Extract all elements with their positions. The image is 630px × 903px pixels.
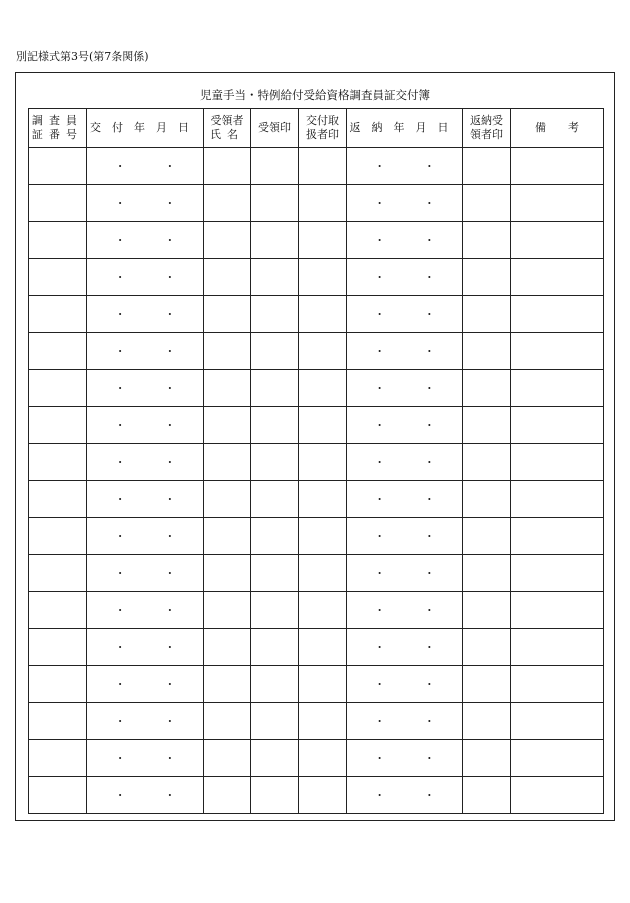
- cell-return-receiver-seal: [463, 777, 511, 814]
- date-separator-dots: ・ ・: [374, 715, 453, 728]
- date-separator-dots: ・ ・: [374, 308, 453, 321]
- cell-issuer-seal: [299, 518, 347, 555]
- cell-return-date: [347, 703, 463, 740]
- issuance-register-table: [28, 108, 604, 814]
- cell-return-date: [347, 740, 463, 777]
- header-line: 証番号: [31, 128, 84, 141]
- cell-issue-date: [87, 555, 204, 592]
- cell-cert-number: [29, 444, 87, 481]
- date-separator-dots: ・ ・: [114, 678, 193, 691]
- cell-cert-number: [29, 703, 87, 740]
- cell-recipient-name: [204, 555, 251, 592]
- cell-issue-date: [87, 148, 204, 185]
- cell-return-receiver-seal: [463, 629, 511, 666]
- cell-return-receiver-seal: [463, 333, 511, 370]
- date-separator-dots: ・ ・: [114, 493, 193, 506]
- cell-remarks: [511, 703, 604, 740]
- date-separator-dots: ・ ・: [114, 197, 193, 210]
- date-separator-dots: ・ ・: [374, 382, 453, 395]
- cell-receipt-seal: [251, 259, 299, 296]
- cell-remarks: [511, 555, 604, 592]
- date-separator-dots: ・ ・: [374, 641, 453, 654]
- cell-recipient-name: [204, 777, 251, 814]
- cell-return-date: [347, 407, 463, 444]
- cell-receipt-seal: [251, 666, 299, 703]
- cell-recipient-name: [204, 592, 251, 629]
- cell-cert-number: [29, 555, 87, 592]
- table-row: [29, 629, 604, 666]
- header-line: 領者印: [470, 128, 503, 141]
- header-line: 交付取: [306, 114, 339, 127]
- cell-issue-date: [87, 592, 204, 629]
- cell-return-date: [347, 333, 463, 370]
- cell-return-date: [347, 555, 463, 592]
- cell-receipt-seal: [251, 555, 299, 592]
- cell-issuer-seal: [299, 222, 347, 259]
- cell-recipient-name: [204, 259, 251, 296]
- header-receipt-seal: [251, 109, 299, 148]
- date-separator-dots: ・ ・: [114, 604, 193, 617]
- cell-cert-number: [29, 185, 87, 222]
- cell-cert-number: [29, 296, 87, 333]
- cell-receipt-seal: [251, 148, 299, 185]
- date-separator-dots: ・ ・: [114, 530, 193, 543]
- cell-receipt-seal: [251, 703, 299, 740]
- cell-receipt-seal: [251, 407, 299, 444]
- cell-receipt-seal: [251, 296, 299, 333]
- cell-return-receiver-seal: [463, 407, 511, 444]
- cell-return-date: [347, 481, 463, 518]
- cell-remarks: [511, 518, 604, 555]
- cell-remarks: [511, 407, 604, 444]
- form-number-label: 別記様式第3号(第7条関係): [16, 50, 149, 63]
- header-recipient-name: [204, 109, 251, 148]
- cell-remarks: [511, 333, 604, 370]
- cell-issuer-seal: [299, 703, 347, 740]
- cell-remarks: [511, 185, 604, 222]
- cell-remarks: [511, 740, 604, 777]
- cell-remarks: [511, 592, 604, 629]
- cell-recipient-name: [204, 518, 251, 555]
- date-separator-dots: ・ ・: [114, 382, 193, 395]
- cell-receipt-seal: [251, 481, 299, 518]
- cell-issue-date: [87, 777, 204, 814]
- header-line: 返納年月日: [349, 121, 460, 134]
- cell-return-receiver-seal: [463, 148, 511, 185]
- cell-recipient-name: [204, 296, 251, 333]
- date-separator-dots: ・ ・: [374, 530, 453, 543]
- cell-return-date: [347, 222, 463, 259]
- date-separator-dots: ・ ・: [114, 308, 193, 321]
- cell-issue-date: [87, 296, 204, 333]
- cell-recipient-name: [204, 370, 251, 407]
- table-row: [29, 333, 604, 370]
- cell-return-receiver-seal: [463, 592, 511, 629]
- cell-recipient-name: [204, 407, 251, 444]
- date-separator-dots: ・ ・: [114, 345, 193, 358]
- cell-issuer-seal: [299, 592, 347, 629]
- cell-receipt-seal: [251, 370, 299, 407]
- cell-receipt-seal: [251, 740, 299, 777]
- header-issuer-seal: [299, 109, 347, 148]
- cell-cert-number: [29, 481, 87, 518]
- date-separator-dots: ・ ・: [114, 271, 193, 284]
- date-separator-dots: ・ ・: [374, 456, 453, 469]
- cell-recipient-name: [204, 629, 251, 666]
- cell-issue-date: [87, 740, 204, 777]
- cell-return-date: [347, 666, 463, 703]
- cell-cert-number: [29, 518, 87, 555]
- cell-return-receiver-seal: [463, 259, 511, 296]
- table-row: [29, 703, 604, 740]
- cell-recipient-name: [204, 444, 251, 481]
- cell-issuer-seal: [299, 740, 347, 777]
- date-separator-dots: ・ ・: [374, 678, 453, 691]
- cell-issuer-seal: [299, 481, 347, 518]
- header-line: 備 考: [535, 121, 579, 134]
- cell-issuer-seal: [299, 148, 347, 185]
- header-remarks: [511, 109, 604, 148]
- date-separator-dots: ・ ・: [374, 197, 453, 210]
- date-separator-dots: ・ ・: [374, 604, 453, 617]
- cell-cert-number: [29, 666, 87, 703]
- cell-issuer-seal: [299, 555, 347, 592]
- cell-recipient-name: [204, 333, 251, 370]
- table-row: [29, 222, 604, 259]
- date-separator-dots: ・ ・: [114, 641, 193, 654]
- date-separator-dots: ・ ・: [114, 160, 193, 173]
- cell-return-date: [347, 518, 463, 555]
- cell-cert-number: [29, 407, 87, 444]
- cell-receipt-seal: [251, 185, 299, 222]
- cell-return-receiver-seal: [463, 740, 511, 777]
- cell-remarks: [511, 222, 604, 259]
- cell-return-receiver-seal: [463, 666, 511, 703]
- cell-issue-date: [87, 481, 204, 518]
- cell-return-date: [347, 370, 463, 407]
- date-separator-dots: ・ ・: [114, 234, 193, 247]
- header-return-receiver-seal: [463, 109, 511, 148]
- cell-recipient-name: [204, 703, 251, 740]
- cell-issuer-seal: [299, 629, 347, 666]
- cell-return-receiver-seal: [463, 444, 511, 481]
- cell-return-date: [347, 777, 463, 814]
- cell-cert-number: [29, 629, 87, 666]
- cell-issuer-seal: [299, 666, 347, 703]
- cell-recipient-name: [204, 740, 251, 777]
- register-body: [29, 148, 604, 814]
- cell-return-receiver-seal: [463, 222, 511, 259]
- cell-issuer-seal: [299, 333, 347, 370]
- cell-cert-number: [29, 333, 87, 370]
- header-line: 調査員: [31, 114, 84, 127]
- header-line: 扱者印: [306, 128, 339, 141]
- cell-recipient-name: [204, 148, 251, 185]
- cell-remarks: [511, 259, 604, 296]
- cell-recipient-name: [204, 222, 251, 259]
- table-row: [29, 407, 604, 444]
- cell-issuer-seal: [299, 777, 347, 814]
- header-line: 交付年月日: [90, 121, 200, 134]
- date-separator-dots: ・ ・: [374, 234, 453, 247]
- table-row: [29, 592, 604, 629]
- cell-receipt-seal: [251, 333, 299, 370]
- cell-return-date: [347, 185, 463, 222]
- cell-issue-date: [87, 629, 204, 666]
- cell-issuer-seal: [299, 296, 347, 333]
- cell-cert-number: [29, 148, 87, 185]
- date-separator-dots: ・ ・: [374, 271, 453, 284]
- cell-issuer-seal: [299, 259, 347, 296]
- cell-issue-date: [87, 703, 204, 740]
- cell-return-date: [347, 592, 463, 629]
- date-separator-dots: ・ ・: [374, 493, 453, 506]
- cell-return-receiver-seal: [463, 481, 511, 518]
- date-separator-dots: ・ ・: [374, 752, 453, 765]
- cell-issue-date: [87, 370, 204, 407]
- date-separator-dots: ・ ・: [114, 789, 193, 802]
- date-separator-dots: ・ ・: [374, 345, 453, 358]
- date-separator-dots: ・ ・: [374, 789, 453, 802]
- cell-issuer-seal: [299, 370, 347, 407]
- document-title: 児童手当・特例給付受給資格調査員証交付簿: [200, 88, 430, 102]
- cell-receipt-seal: [251, 592, 299, 629]
- cell-remarks: [511, 666, 604, 703]
- cell-issue-date: [87, 666, 204, 703]
- cell-cert-number: [29, 592, 87, 629]
- table-row: [29, 185, 604, 222]
- cell-recipient-name: [204, 481, 251, 518]
- header-row: [29, 109, 604, 148]
- table-row: [29, 259, 604, 296]
- cell-remarks: [511, 777, 604, 814]
- date-separator-dots: ・ ・: [114, 567, 193, 580]
- cell-remarks: [511, 296, 604, 333]
- header-investigator-cert-number: [29, 109, 87, 148]
- cell-issue-date: [87, 407, 204, 444]
- date-separator-dots: ・ ・: [374, 160, 453, 173]
- header-line: 返納受: [470, 114, 503, 127]
- cell-issue-date: [87, 185, 204, 222]
- cell-receipt-seal: [251, 777, 299, 814]
- cell-return-receiver-seal: [463, 185, 511, 222]
- cell-cert-number: [29, 740, 87, 777]
- cell-remarks: [511, 629, 604, 666]
- date-separator-dots: ・ ・: [374, 419, 453, 432]
- cell-receipt-seal: [251, 518, 299, 555]
- cell-receipt-seal: [251, 629, 299, 666]
- cell-return-date: [347, 629, 463, 666]
- cell-receipt-seal: [251, 222, 299, 259]
- cell-issue-date: [87, 444, 204, 481]
- cell-return-receiver-seal: [463, 518, 511, 555]
- header-return-date: [347, 109, 463, 148]
- cell-issue-date: [87, 333, 204, 370]
- table-row: [29, 370, 604, 407]
- header-line: 受領者: [210, 114, 244, 127]
- table-row: [29, 444, 604, 481]
- cell-remarks: [511, 481, 604, 518]
- table-row: [29, 777, 604, 814]
- cell-return-receiver-seal: [463, 703, 511, 740]
- cell-receipt-seal: [251, 444, 299, 481]
- header-line: 氏名: [209, 128, 245, 141]
- cell-issue-date: [87, 259, 204, 296]
- cell-remarks: [511, 444, 604, 481]
- cell-return-receiver-seal: [463, 296, 511, 333]
- cell-return-date: [347, 148, 463, 185]
- cell-return-date: [347, 296, 463, 333]
- cell-issue-date: [87, 518, 204, 555]
- header-issue-date: [87, 109, 204, 148]
- cell-cert-number: [29, 222, 87, 259]
- cell-recipient-name: [204, 185, 251, 222]
- table-row: [29, 296, 604, 333]
- table-row: [29, 666, 604, 703]
- table-row: [29, 555, 604, 592]
- cell-return-receiver-seal: [463, 555, 511, 592]
- table-row: [29, 481, 604, 518]
- cell-cert-number: [29, 259, 87, 296]
- cell-return-receiver-seal: [463, 370, 511, 407]
- date-separator-dots: ・ ・: [114, 419, 193, 432]
- table-row: [29, 148, 604, 185]
- cell-issuer-seal: [299, 407, 347, 444]
- table-row: [29, 740, 604, 777]
- cell-return-date: [347, 259, 463, 296]
- cell-issuer-seal: [299, 444, 347, 481]
- date-separator-dots: ・ ・: [114, 752, 193, 765]
- date-separator-dots: ・ ・: [114, 456, 193, 469]
- cell-remarks: [511, 370, 604, 407]
- date-separator-dots: ・ ・: [114, 715, 193, 728]
- cell-remarks: [511, 148, 604, 185]
- cell-recipient-name: [204, 666, 251, 703]
- cell-cert-number: [29, 777, 87, 814]
- cell-return-date: [347, 444, 463, 481]
- table-row: [29, 518, 604, 555]
- date-separator-dots: ・ ・: [374, 567, 453, 580]
- cell-issuer-seal: [299, 185, 347, 222]
- cell-cert-number: [29, 370, 87, 407]
- header-line: 受領印: [258, 121, 291, 134]
- cell-issue-date: [87, 222, 204, 259]
